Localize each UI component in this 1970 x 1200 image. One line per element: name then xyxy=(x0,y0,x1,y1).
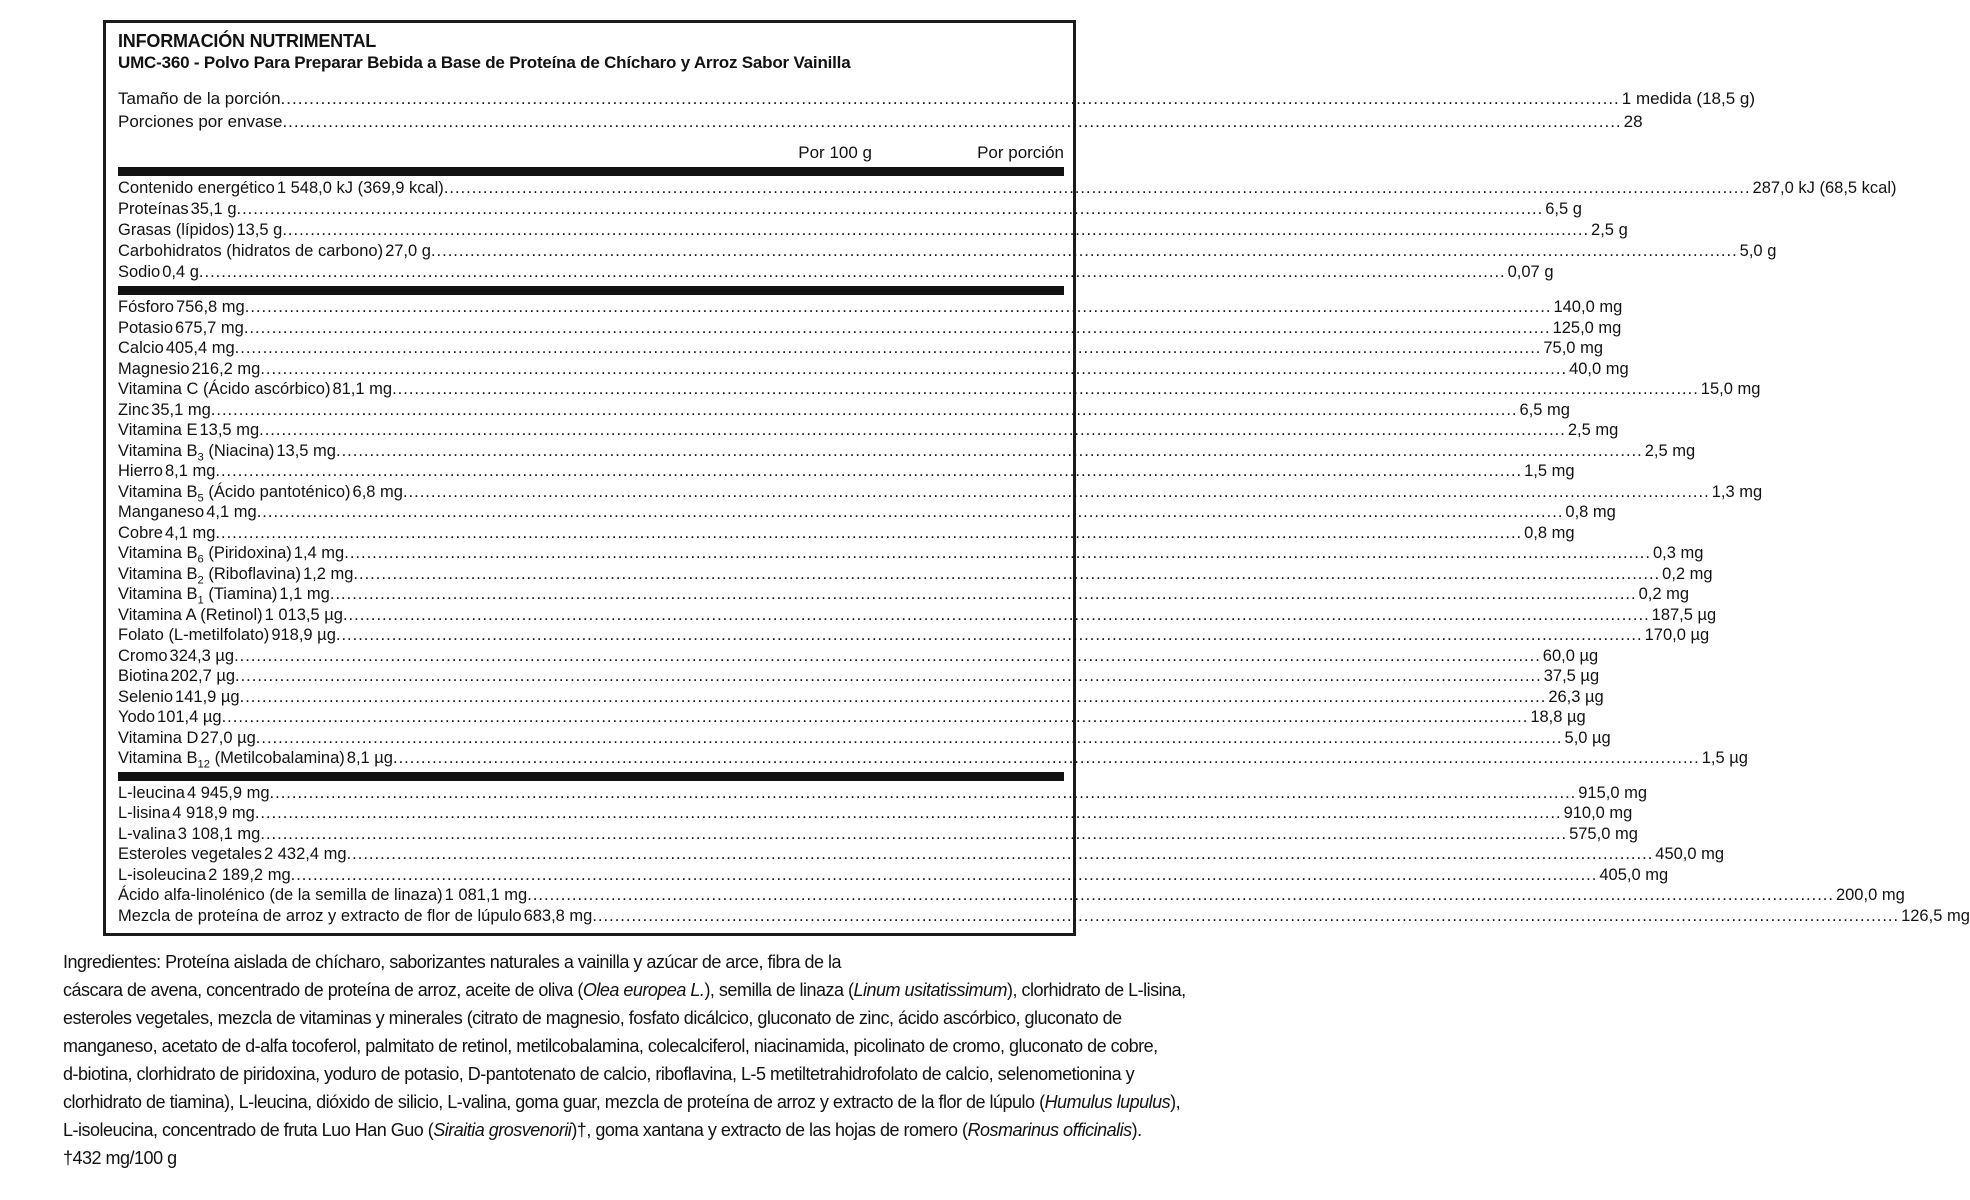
per-100g-value: 141,9 µg xyxy=(175,687,240,706)
micronutrients-section xyxy=(118,297,1763,771)
per-portion-value: 37,5 µg xyxy=(1543,667,1600,685)
nutrition-facts-panel xyxy=(103,20,1970,936)
nutrient-row xyxy=(118,502,1616,523)
nutrient-row xyxy=(118,482,1763,504)
dot-leader xyxy=(444,178,1751,199)
dot-leader xyxy=(199,262,1506,283)
nutrient-name: Vitamina $B_6$ (Piridoxina) xyxy=(118,544,292,566)
nutrient-row xyxy=(118,178,1897,199)
per-100g-value: 4 918,9 mg xyxy=(172,804,255,822)
dot-leader xyxy=(431,241,1738,262)
per-100g-value: 8,1 mg xyxy=(164,462,216,480)
nutrient-row xyxy=(118,783,1648,804)
per-100g-value: 1 013,5 µg xyxy=(264,605,343,624)
per-portion-cell xyxy=(344,543,1703,564)
per-100g-value: 1,4 mg xyxy=(293,544,345,562)
nutrient-name: Vitamina A (Retinol) xyxy=(118,605,263,624)
dot-leader xyxy=(392,379,1699,400)
dot-leader xyxy=(235,666,1542,687)
dot-leader xyxy=(257,502,1564,523)
per-100g-value: 35,1 mg xyxy=(151,400,211,419)
ingredients-text xyxy=(63,948,1186,1144)
per-portion-value: 915,0 mg xyxy=(1578,783,1648,802)
per-portion-value: 405,0 mg xyxy=(1599,865,1669,884)
serving-row-label: Porciones por envase xyxy=(118,112,283,131)
per-portion-value: 5,0 g xyxy=(1739,242,1777,260)
per-portion-cell xyxy=(353,564,1712,585)
nutrient-row xyxy=(118,318,1622,339)
nutrient-name: Fósforo xyxy=(118,298,174,316)
per-portion-cell xyxy=(260,359,1628,380)
nutrient-row xyxy=(118,379,1761,400)
per-100g-value: 8,1 µg xyxy=(346,749,393,767)
nutrient-row xyxy=(118,748,1748,771)
per-portion-value: 200,0 mg xyxy=(1835,886,1905,904)
serving-row-label: Tamaño de la porción xyxy=(118,89,281,108)
per-portion-value: 450,0 mg xyxy=(1655,845,1725,863)
per-portion-value: 2,5 mg xyxy=(1567,421,1619,439)
nutrient-name: L-leucina xyxy=(118,783,185,802)
serving-info xyxy=(118,87,1756,133)
nutrient-name: L-valina xyxy=(118,824,176,843)
per-100g-value: 13,5 mg xyxy=(199,421,260,439)
per-portion-value: 1,5 µg xyxy=(1701,749,1748,767)
ingredients-line: esteroles vegetales, mezcla de vitaminas y minerales (citrato de magnesio, fosfato dicálcico, gluconato de zinc, ácido ascórbico, gluconato de xyxy=(63,1008,1122,1028)
per-portion-cell xyxy=(222,707,1586,728)
dot-leader xyxy=(336,625,1643,646)
nutrient-name: Vitamina $B_{12}$ (Metilcobalamina) xyxy=(118,749,345,771)
nutrient-name: Hierro xyxy=(118,462,163,480)
per-100g-value: 6,8 mg xyxy=(352,482,403,501)
dot-leader xyxy=(237,199,1544,220)
per-100g-value: 1,2 mg xyxy=(302,564,354,583)
per-portion-cell xyxy=(393,748,1748,769)
per-100g-value: 1 081,1 mg xyxy=(444,886,528,904)
per-portion-cell xyxy=(259,420,1618,441)
per-portion-cell xyxy=(235,666,1599,687)
nutrient-name: L-lisina xyxy=(118,804,171,822)
per-100g-value: 27,0 µg xyxy=(200,728,256,747)
serving-row xyxy=(118,110,1643,133)
per-portion-value: 575,0 mg xyxy=(1569,824,1638,843)
nutrient-name: Cromo xyxy=(118,646,168,665)
nutrient-row xyxy=(118,338,1603,359)
per-portion-value: 0,07 g xyxy=(1507,263,1554,281)
per-100g-value: 1,1 mg xyxy=(279,585,330,603)
dot-leader xyxy=(353,564,1660,585)
per-portion-value: 0,8 mg xyxy=(1524,523,1575,542)
per-portion-value: 40,0 mg xyxy=(1569,359,1629,378)
dot-leader xyxy=(240,687,1547,708)
per-portion-value: 0,8 mg xyxy=(1565,503,1616,521)
nutrient-name: Biotina xyxy=(118,667,169,685)
nutrient-row xyxy=(118,359,1629,380)
per-portion-cell xyxy=(336,441,1695,462)
nutrient-name: Yodo xyxy=(118,708,156,726)
dot-leader xyxy=(282,110,1621,133)
dot-leader xyxy=(259,420,1566,441)
dot-leader xyxy=(291,865,1598,886)
nutrient-row xyxy=(118,523,1575,544)
nutrient-row xyxy=(118,420,1619,441)
nutrient-name: Cobre xyxy=(118,523,163,542)
per-portion-cell xyxy=(336,625,1709,646)
dot-leader xyxy=(347,844,1654,865)
nutrient-name: Sodio xyxy=(118,263,161,281)
per-portion-value: 0,2 mg xyxy=(1662,564,1713,583)
separator-bar xyxy=(118,167,1064,176)
ingredients-line: manganeso, acetato de d-alfa tocoferol, palmitato de retinol, metilcobalamina, colecalciferol, niacinamida, picolinato de cromo, gluconato de cobre, xyxy=(63,1036,1158,1056)
nutrient-row xyxy=(118,241,1777,262)
ingredients-footnote: †432 mg/100 g xyxy=(63,1148,177,1168)
per-portion-value: 2,5 g xyxy=(1591,221,1628,239)
nutrient-row xyxy=(118,728,1611,749)
panel-title: INFORMACIÓN NUTRIMENTAL xyxy=(118,31,377,51)
dot-leader xyxy=(244,318,1551,339)
nutrient-row xyxy=(118,824,1638,845)
dot-leader xyxy=(527,885,1834,906)
ingredients-line: Ingredientes: Proteína aislada de chícharo, saborizantes naturales a vainilla y azúcar de arce, fibra de la xyxy=(63,952,841,972)
dot-leader xyxy=(260,824,1567,845)
per-portion-value: 2,5 mg xyxy=(1644,441,1696,460)
per-portion-cell xyxy=(444,178,1897,199)
per-100g-value: 35,1 g xyxy=(190,200,237,218)
dot-leader xyxy=(336,441,1643,462)
nutrient-row xyxy=(118,885,1905,906)
nutrient-name: Zinc xyxy=(118,400,150,419)
nutrient-row xyxy=(118,584,1690,607)
nutrient-row xyxy=(118,844,1725,865)
nutrient-name: Folato (L-metilfolato) xyxy=(118,626,270,644)
dot-leader xyxy=(234,646,1541,667)
per-100g-value: 202,7 µg xyxy=(170,667,236,685)
nutrient-row xyxy=(118,687,1604,708)
per-portion-value: 60,0 µg xyxy=(1542,646,1599,665)
per-portion-cell xyxy=(245,297,1623,318)
per-portion-value: 170,0 µg xyxy=(1644,626,1710,644)
ingredients-line: clorhidrato de tiamina), L-leucina, dióxido de silicio, L-valina, goma guar, mezcla de proteína de arroz y extracto de la flor de lúpulo (Humulus lupulus), xyxy=(63,1092,1181,1112)
col-header-per-100g: Por 100 g xyxy=(798,143,872,162)
per-100g-value: 4,1 mg xyxy=(164,523,216,542)
serving-row-value: 28 xyxy=(1623,112,1643,131)
per-portion-value: 6,5 g xyxy=(1545,200,1582,218)
ingredients-block xyxy=(63,948,1186,1172)
per-100g-value: 2 432,4 mg xyxy=(264,845,347,863)
col-header-per-portion: Por porción xyxy=(977,143,1064,162)
per-portion-cell xyxy=(592,906,1970,927)
nutrient-name: Vitamina $B_5$ (Ácido pantoténico) xyxy=(118,482,351,504)
nutrient-row xyxy=(118,220,1628,241)
per-portion-value: 5,0 µg xyxy=(1564,728,1611,747)
per-100g-value: 4 945,9 mg xyxy=(186,783,270,802)
dot-leader xyxy=(235,338,1542,359)
per-100g-value: 3 108,1 mg xyxy=(177,824,261,843)
per-portion-value: 125,0 mg xyxy=(1552,318,1622,337)
column-headers xyxy=(118,142,1064,164)
nutrient-name: Calcio xyxy=(118,339,164,357)
per-portion-cell xyxy=(256,728,1611,749)
per-portion-value: 1,5 mg xyxy=(1524,462,1575,480)
per-portion-cell xyxy=(527,885,1905,906)
per-portion-value: 26,3 µg xyxy=(1548,687,1604,706)
nutrient-name: Selenio xyxy=(118,687,174,706)
nutrient-name: Vitamina D xyxy=(118,728,199,747)
nutrient-row xyxy=(118,605,1717,626)
serving-row-value: 1 medida (18,5 g) xyxy=(1621,89,1756,108)
dot-leader xyxy=(211,400,1518,421)
nutrient-row xyxy=(118,400,1570,421)
dot-leader xyxy=(343,605,1650,626)
per-portion-value: 18,8 µg xyxy=(1530,708,1586,726)
dot-leader xyxy=(270,783,1577,804)
per-100g-value: 101,4 µg xyxy=(157,708,222,726)
dot-leader xyxy=(260,359,1567,380)
per-portion-cell xyxy=(270,783,1648,804)
per-portion-cell xyxy=(260,824,1638,845)
nutrient-row xyxy=(118,564,1713,586)
ingredients-line: d-biotina, clorhidrato de piridoxina, yoduro de potasio, D-pantotenato de calcio, riboflavina, L-5 metiltetrahidrofolato de calcio, selenometionina y xyxy=(63,1064,1135,1084)
per-portion-cell xyxy=(215,523,1574,544)
per-100g-value: 4,1 mg xyxy=(206,503,257,521)
per-portion-cell xyxy=(235,338,1603,359)
nutrient-name: Vitamina $B_2$ (Riboflavina) xyxy=(118,564,301,586)
per-portion-cell xyxy=(237,199,1582,220)
per-portion-cell xyxy=(234,646,1598,667)
nutrient-row xyxy=(118,297,1623,318)
per-100g-value: 683,8 mg xyxy=(523,906,593,925)
per-100g-value: 324,3 µg xyxy=(169,646,235,665)
per-portion-value: 75,0 mg xyxy=(1543,339,1603,357)
dot-leader xyxy=(393,748,1700,769)
per-portion-cell xyxy=(244,318,1622,339)
separator-bar xyxy=(118,286,1064,295)
nutrient-row xyxy=(118,646,1599,667)
nutrient-name: Carbohidratos (hidratos de carbono) xyxy=(118,242,384,260)
per-portion-value: 910,0 mg xyxy=(1563,804,1633,822)
amino-acids-section xyxy=(118,783,1970,927)
dot-leader xyxy=(330,584,1637,605)
per-portion-cell xyxy=(392,379,1760,400)
per-portion-cell xyxy=(343,605,1716,626)
nutrient-name: Potasio xyxy=(118,318,174,337)
per-portion-cell xyxy=(291,865,1669,886)
per-portion-cell xyxy=(215,461,1574,482)
nutrient-name: Magnesio xyxy=(118,359,190,378)
per-100g-value: 13,5 mg xyxy=(276,441,336,460)
product-name: UMC-360 - Polvo Para Preparar Bebida a Base de Proteína de Chícharo y Arroz Sabor Vainilla xyxy=(118,53,851,72)
nutrient-row xyxy=(118,543,1704,566)
per-100g-value: 405,4 mg xyxy=(165,339,235,357)
dot-leader xyxy=(222,707,1529,728)
per-100g-value: 2 189,2 mg xyxy=(208,865,291,884)
per-portion-value: 6,5 mg xyxy=(1519,400,1570,419)
dot-leader xyxy=(215,461,1522,482)
per-100g-value: 675,7 mg xyxy=(175,318,244,337)
nutrient-row xyxy=(118,461,1575,482)
dot-leader xyxy=(256,728,1563,749)
per-100g-value: 216,2 mg xyxy=(191,359,261,378)
per-portion-cell xyxy=(347,844,1725,865)
nutrient-row xyxy=(118,262,1554,283)
nutrient-row xyxy=(118,906,1970,927)
nutrient-name: Manganeso xyxy=(118,503,205,521)
per-portion-value: 126,5 mg xyxy=(1901,906,1970,925)
per-portion-value: 287,0 kJ (68,5 kcal) xyxy=(1752,179,1897,197)
nutrient-row xyxy=(118,803,1633,824)
separator-bar xyxy=(118,772,1064,781)
nutrient-row xyxy=(118,441,1696,463)
dot-leader xyxy=(281,87,1620,110)
per-portion-cell xyxy=(282,220,1627,241)
per-portion-cell xyxy=(403,482,1762,503)
per-portion-value: 187,5 µg xyxy=(1651,605,1717,624)
per-100g-value: 918,9 µg xyxy=(271,626,336,644)
per-portion-value: 0,2 mg xyxy=(1638,585,1690,603)
ingredients-line: L-isoleucina, concentrado de fruta Luo Han Guo (Siraitia grosvenorii)†, goma xantana y extracto de las hojas de romero (Rosmarinus officinalis). xyxy=(63,1120,1142,1140)
per-portion-cell xyxy=(211,400,1570,421)
dot-leader xyxy=(255,803,1562,824)
nutrient-row xyxy=(118,707,1586,728)
per-portion-cell xyxy=(330,584,1689,605)
per-100g-value: 13,5 g xyxy=(236,221,283,239)
nutrient-name: Grasas (lípidos) xyxy=(118,221,235,239)
nutrient-row xyxy=(118,199,1582,220)
nutrient-name: L-isoleucina xyxy=(118,865,207,884)
per-portion-cell xyxy=(257,502,1616,523)
per-100g-value: 81,1 mg xyxy=(332,380,393,398)
nutrient-name: Vitamina $B_3$ (Niacina) xyxy=(118,441,275,463)
per-100g-value: 27,0 g xyxy=(385,242,431,260)
serving-row xyxy=(118,87,1756,110)
nutrient-name: Proteínas xyxy=(118,200,189,218)
nutrient-row xyxy=(118,666,1600,687)
per-100g-value: 756,8 mg xyxy=(175,298,245,316)
nutrient-row xyxy=(118,625,1710,646)
ingredients-line: cáscara de avena, concentrado de proteína de arroz, aceite de oliva (Olea europea L.), semilla de linaza (Linum usitatissimum), clorhidrato de L-lisina, xyxy=(63,980,1186,1000)
nutrient-name: Mezcla de proteína de arroz y extracto de flor de lúpulo xyxy=(118,906,522,925)
nutrient-name: Contenido energético xyxy=(118,179,275,197)
dot-leader xyxy=(282,220,1589,241)
nutrient-name: Vitamina E xyxy=(118,421,198,439)
dot-leader xyxy=(403,482,1710,503)
macronutrients-section xyxy=(118,178,1897,283)
dot-leader xyxy=(245,297,1552,318)
per-100g-value: 0,4 g xyxy=(162,263,199,281)
dot-leader xyxy=(215,523,1522,544)
per-100g-value: 1 548,0 kJ (369,9 kcal) xyxy=(276,179,444,197)
per-portion-value: 15,0 mg xyxy=(1700,380,1761,398)
per-portion-cell xyxy=(255,803,1633,824)
nutrient-name: Esteroles vegetales xyxy=(118,845,262,863)
nutrient-name: Vitamina $B_1$ (Tiamina) xyxy=(118,585,278,607)
per-portion-value: 1,3 mg xyxy=(1711,482,1763,501)
per-portion-value: 0,3 mg xyxy=(1652,544,1704,562)
dot-leader xyxy=(592,906,1899,927)
nutrient-row xyxy=(118,865,1669,886)
per-portion-cell xyxy=(240,687,1604,708)
nutrient-name: Vitamina C (Ácido ascórbico) xyxy=(118,380,331,398)
per-portion-cell xyxy=(199,262,1554,283)
per-portion-value: 140,0 mg xyxy=(1553,298,1623,316)
dot-leader xyxy=(344,543,1651,564)
per-portion-cell xyxy=(431,241,1776,262)
nutrient-name: Ácido alfa-linolénico (de la semilla de linaza) xyxy=(118,886,443,904)
